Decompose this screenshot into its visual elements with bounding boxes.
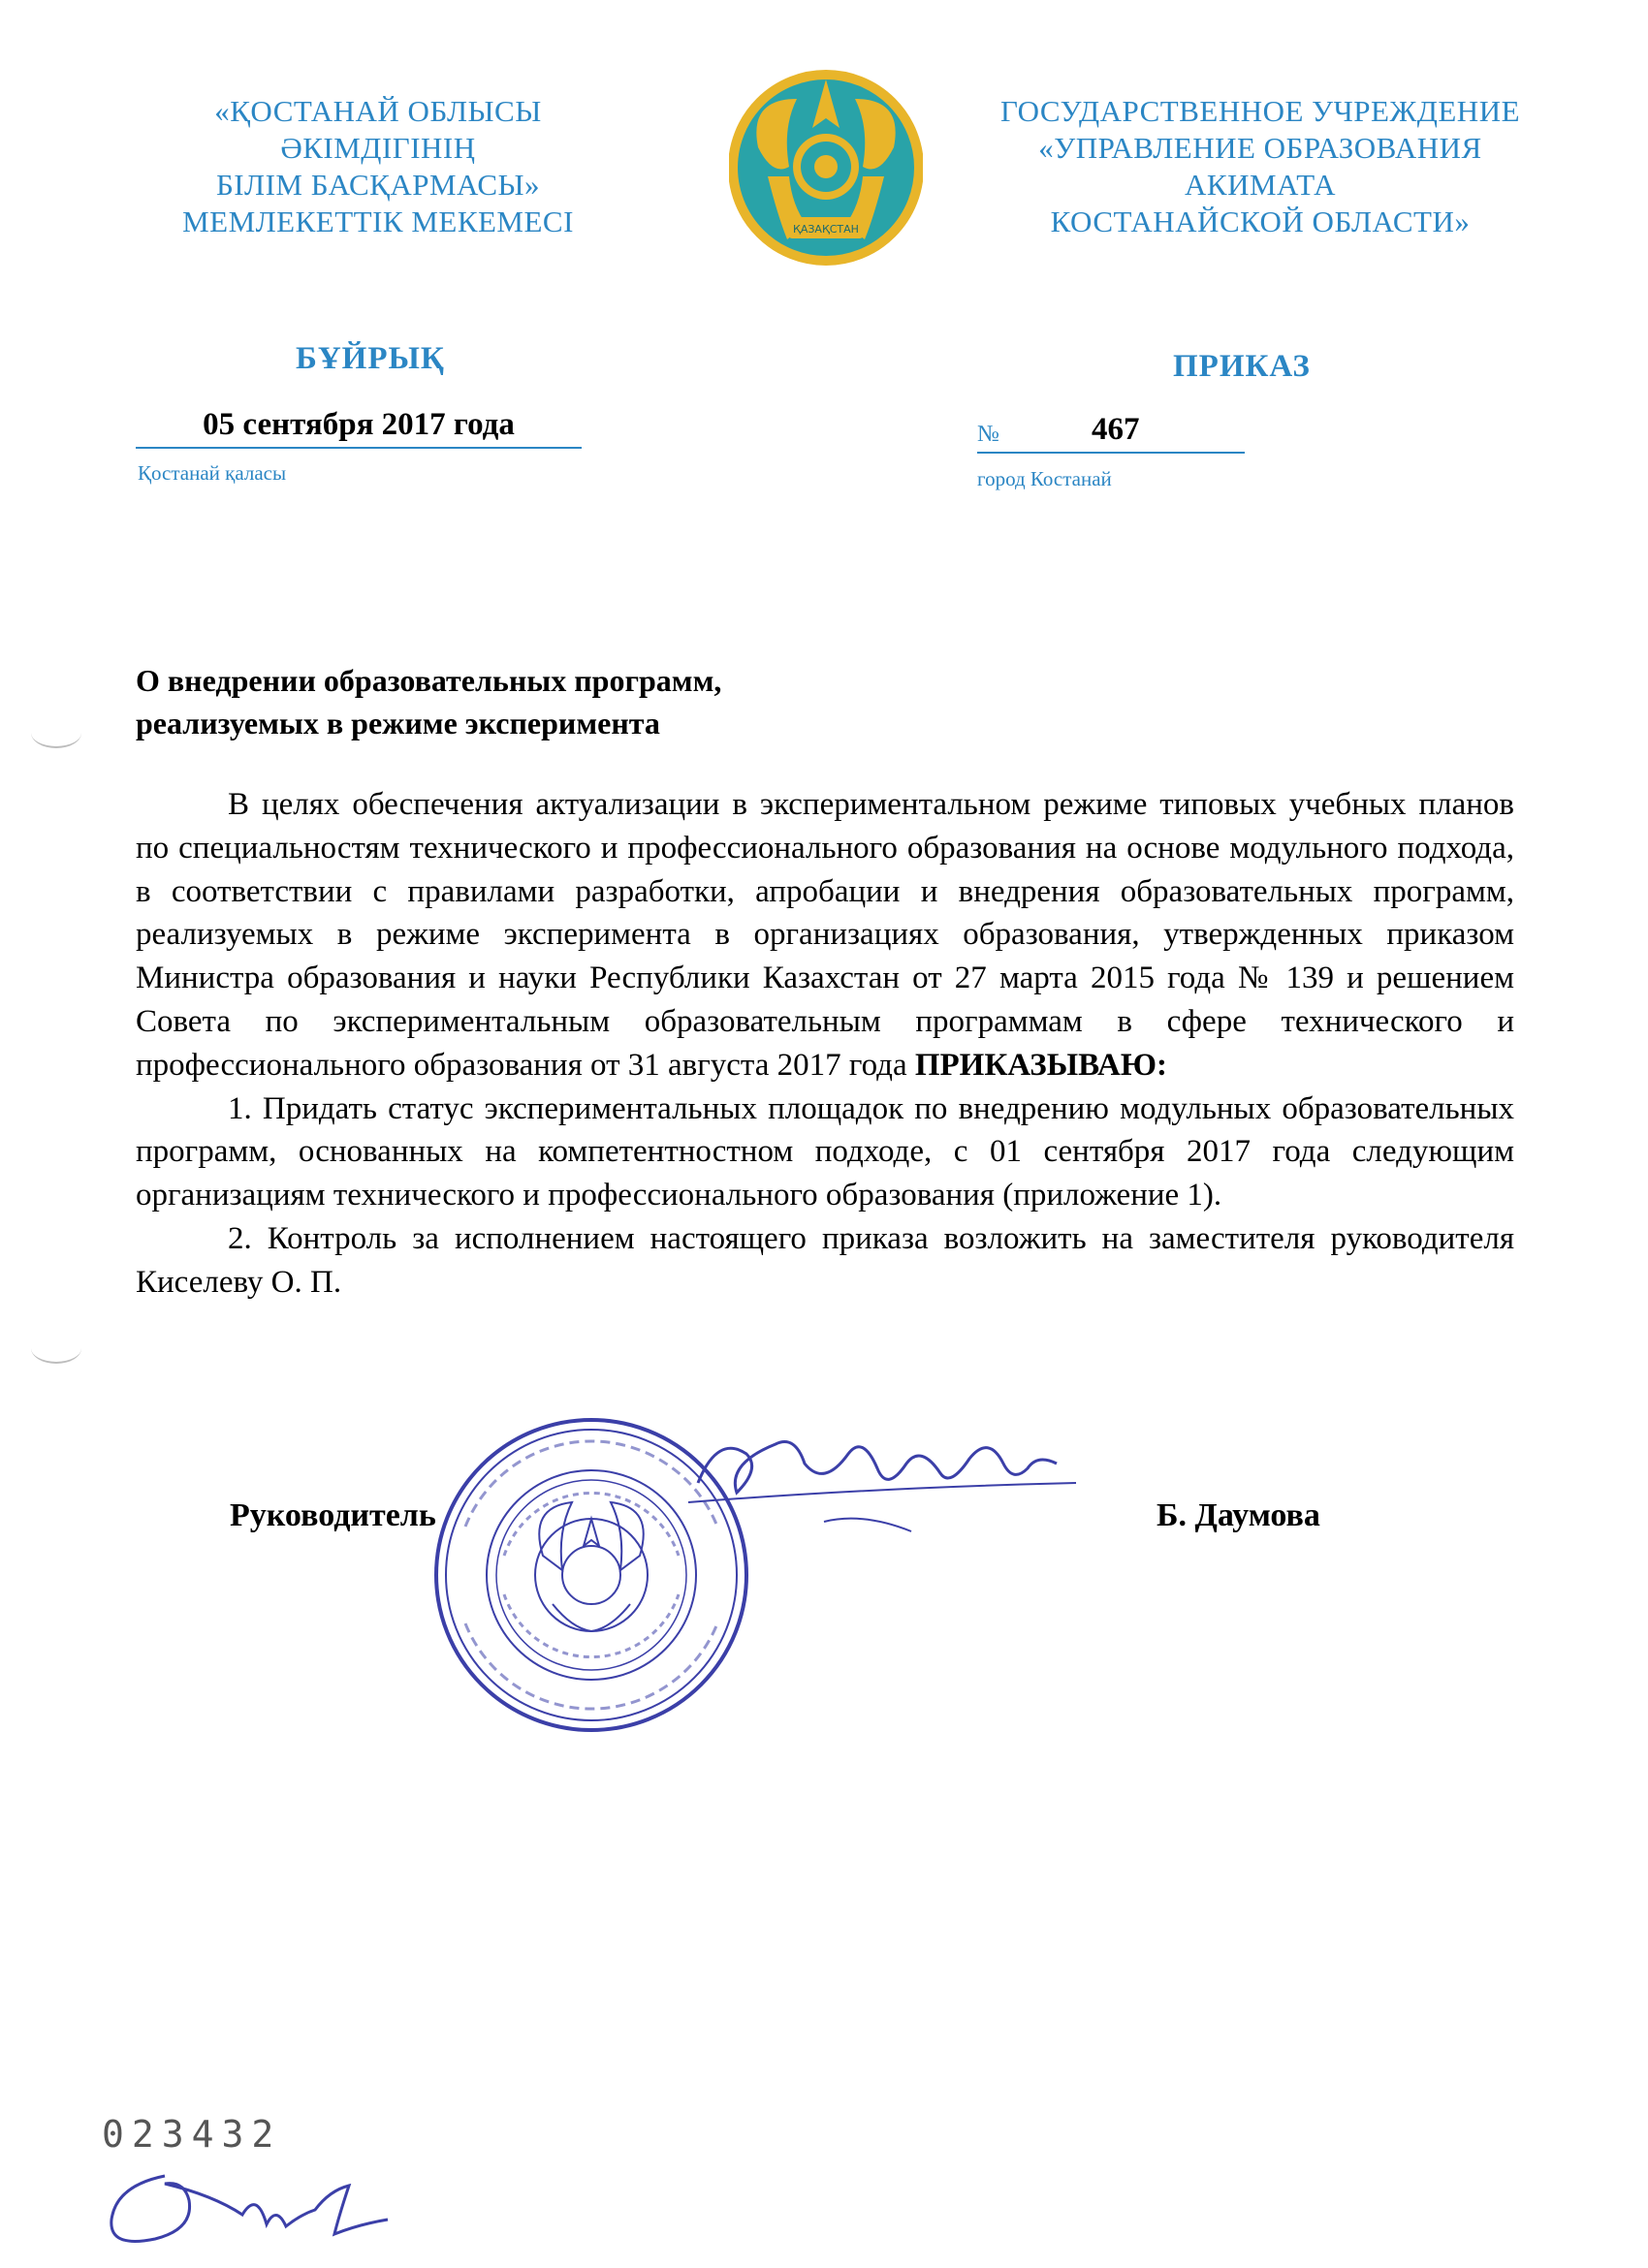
number-sign: №: [977, 422, 999, 447]
header-kz-line-1: «ҚОСТАНАЙ ОБЛЫСЫ: [214, 94, 542, 128]
city-kz: Қостанай қаласы: [138, 461, 287, 485]
order-number-line: [977, 407, 1245, 454]
initials-signature-icon: [97, 2157, 407, 2268]
header-kz-line-4: МЕМЛЕКЕТТІК МЕКЕМЕСІ: [182, 205, 574, 238]
item-1: 1. Придать статус экспериментальных площадок по внедрению модульных образовательных программ, основанных на компетентностном подходе, с 01 сентября 2017 года следующим организациям технического и профессионального образования (приложение 1).: [136, 1090, 1514, 1213]
margin-mark: [31, 717, 81, 748]
item-2: 2. Контроль за исполнением настоящего приказа возложить на заместителя руководителя Киселеву О. П.: [136, 1220, 1514, 1300]
header-ru-line-3: АКИМАТА: [1185, 168, 1336, 202]
city-ru: город Костанай: [977, 467, 1112, 490]
header-ru: [960, 93, 1561, 240]
serial-number: 023432: [102, 2113, 282, 2156]
header-kz: [145, 93, 611, 240]
header-ru-line-4: КОСТАНАЙСКОЙ ОБЛАСТИ»: [1050, 205, 1471, 238]
emblem-label: ҚАЗАҚСТАН: [793, 223, 859, 236]
header-kz-line-3: БІЛІМ БАСҚАРМАСЫ»: [215, 168, 541, 202]
title-line-1: О внедрении образовательных программ,: [136, 663, 722, 698]
order-number: 467: [1092, 412, 1140, 447]
preamble-paragraph: [136, 783, 1514, 1087]
header-ru-line-1: ГОСУДАРСТВЕННОЕ УЧРЕЖДЕНИЕ: [999, 94, 1521, 128]
order-body: [136, 783, 1514, 1305]
state-emblem-icon: [729, 60, 923, 280]
doc-type-kz: БҰЙРЫҚ: [296, 341, 445, 376]
header-kz-line-2: ӘКІМДІГІНІҢ: [280, 131, 476, 165]
header-ru-line-2: «УПРАВЛЕНИЕ ОБРАЗОВАНИЯ: [1038, 131, 1482, 165]
signatory-title: Руководитель: [230, 1497, 436, 1533]
title-line-2: реализуемых в режиме эксперимента: [136, 706, 660, 740]
preamble-text: В целях обеспечения актуализации в экспериментальном режиме типовых учебных планов по специальностям технического и профессионального образования на основе модульного подхода, в соответствии с правилами разработки, апробации и внедрения образовательных программ, реализуемых в режиме эксперимента в организациях образования, утвержденных приказом Министра образования и науки Республики Казахстан от 27 марта 2015 года № 139 и решением Совета по экспериментальным образовательным программам в сфере технического и профессионального образования от 31 августа 2017 года: [136, 787, 1514, 1083]
order-title: [136, 659, 872, 744]
doc-type-ru: ПРИКАЗ: [1173, 349, 1311, 384]
handwritten-signature-icon: [679, 1396, 1086, 1556]
command-word: ПРИКАЗЫВАЮ:: [914, 1047, 1168, 1083]
signatory-name: Б. Даумова: [1157, 1497, 1320, 1533]
margin-mark: [31, 1333, 81, 1364]
order-date: 05 сентября 2017 года: [136, 407, 582, 449]
